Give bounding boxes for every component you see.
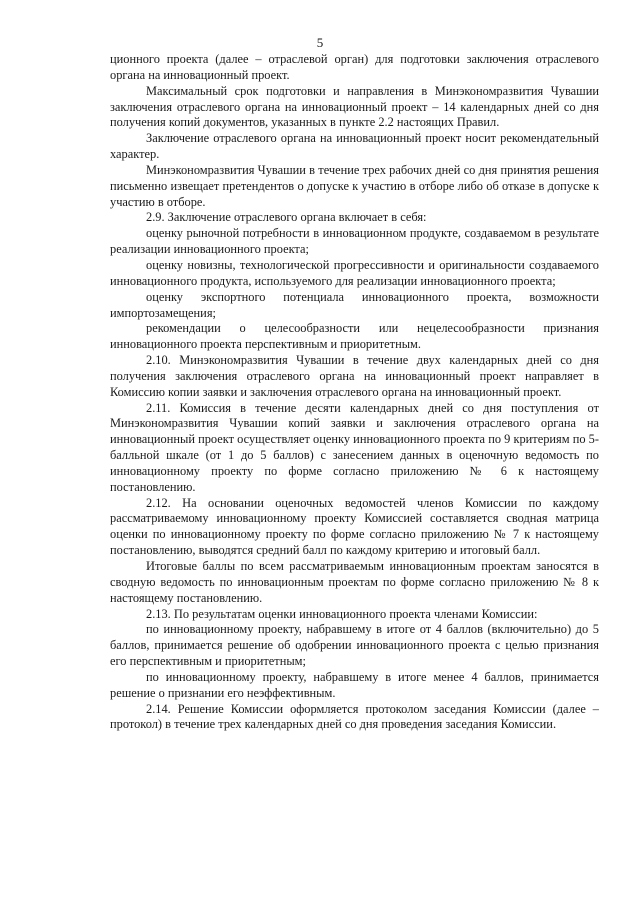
paragraph-deadline: Максимальный срок подготовки и направления в Минэкономразвития Чувашии заключения отраслевого органа на инновационный проект – 14 календарных дней со дня получения копий документов, указанных в пункте 2.2 настоящих Правил. — [110, 83, 599, 130]
paragraph-final-scores: Итоговые баллы по всем рассматриваемым инновационным проектам заносятся в сводную ведомость по инновационным проектам по форме согласно приложению № 8 к настоящему постановлению. — [110, 559, 599, 605]
paragraph-2-11: 2.11. Комиссия в течение десяти календарных дней со дня поступления от Минэкономразвития Чувашии копий заявки и заключения отраслевого органа на инновационный проект осуществляет оценку инновационного проекта по 9 критериям по 5-балльной шкале (от 1 до 5 баллов) с занесением данных в оценочную ведомость по инновационному проекту по форме согласно приложению № 6 к настоящему постановлению. — [110, 400, 599, 494]
paragraph-notification: Минэкономразвития Чувашии в течение трех рабочих дней со дня принятия решения письменно извещает претендентов о допуске к участию в отборе либо об отказе в допуске к участию в отборе. — [110, 162, 599, 209]
paragraph-2-14: 2.14. Решение Комиссии оформляется протоколом заседания Комиссии (далее – протокол) в течение трех календарных дней со дня проведения заседания Комиссии. — [110, 701, 599, 732]
paragraph-recommendations: рекомендации о целесообразности или нецелесообразности признания инновационного проекта перспективным и приоритетным. — [110, 321, 599, 352]
document-body — [110, 52, 599, 733]
paragraph-rejection: по инновационному проекту, набравшему в итоге менее 4 баллов, принимается решение о признании его неэффективным. — [110, 669, 599, 700]
paragraph-novelty: оценку новизны, технологической прогрессивности и оригинальности создаваемого инновационного продукта, используемого для реализации инновационного проекта; — [110, 257, 599, 288]
paragraph-export: оценку экспортного потенциала инновационного проекта, возможности импортозамещения; — [110, 289, 599, 320]
paragraph-approval: по инновационному проекту, набравшему в итоге от 4 баллов (включительно) до 5 баллов, принимается решение об одобрении инновационного проекта с целью признания его перспективным и приоритетным; — [110, 622, 599, 669]
paragraph-continuation: ционного проекта (далее – отраслевой орган) для подготовки заключения отраслевого органа на инновационный проект. — [110, 52, 599, 82]
paragraph-2-12: 2.12. На основании оценочных ведомостей членов Комиссии по каждому рассматриваемому инновационному проекту Комиссией составляется сводная матрица оценки по инновационному проекту по форме согласно приложению № 7 к настоящему постановлению, выводятся средний балл по каждому критерию и итоговый балл. — [110, 495, 599, 558]
paragraph-recommendation: Заключение отраслевого органа на инновационный проект носит рекомендательный характер. — [110, 131, 599, 162]
paragraph-2-10: 2.10. Минэкономразвития Чувашии в течение двух календарных дней со дня получения заключения отраслевого органа на инновационный проект направляет в Комиссию копии заявки и заключения отраслевого органа на инновационный проект. — [110, 353, 599, 399]
page-number: 5 — [316, 35, 324, 50]
paragraph-2-9: 2.9. Заключение отраслевого органа включает в себя: — [146, 210, 427, 225]
paragraph-market-need: оценку рыночной потребности в инновационном продукте, создаваемом в результате реализации инновационного проекта; — [110, 226, 599, 257]
paragraph-2-13: 2.13. По результатам оценки инновационного проекта членами Комиссии: — [146, 606, 538, 621]
